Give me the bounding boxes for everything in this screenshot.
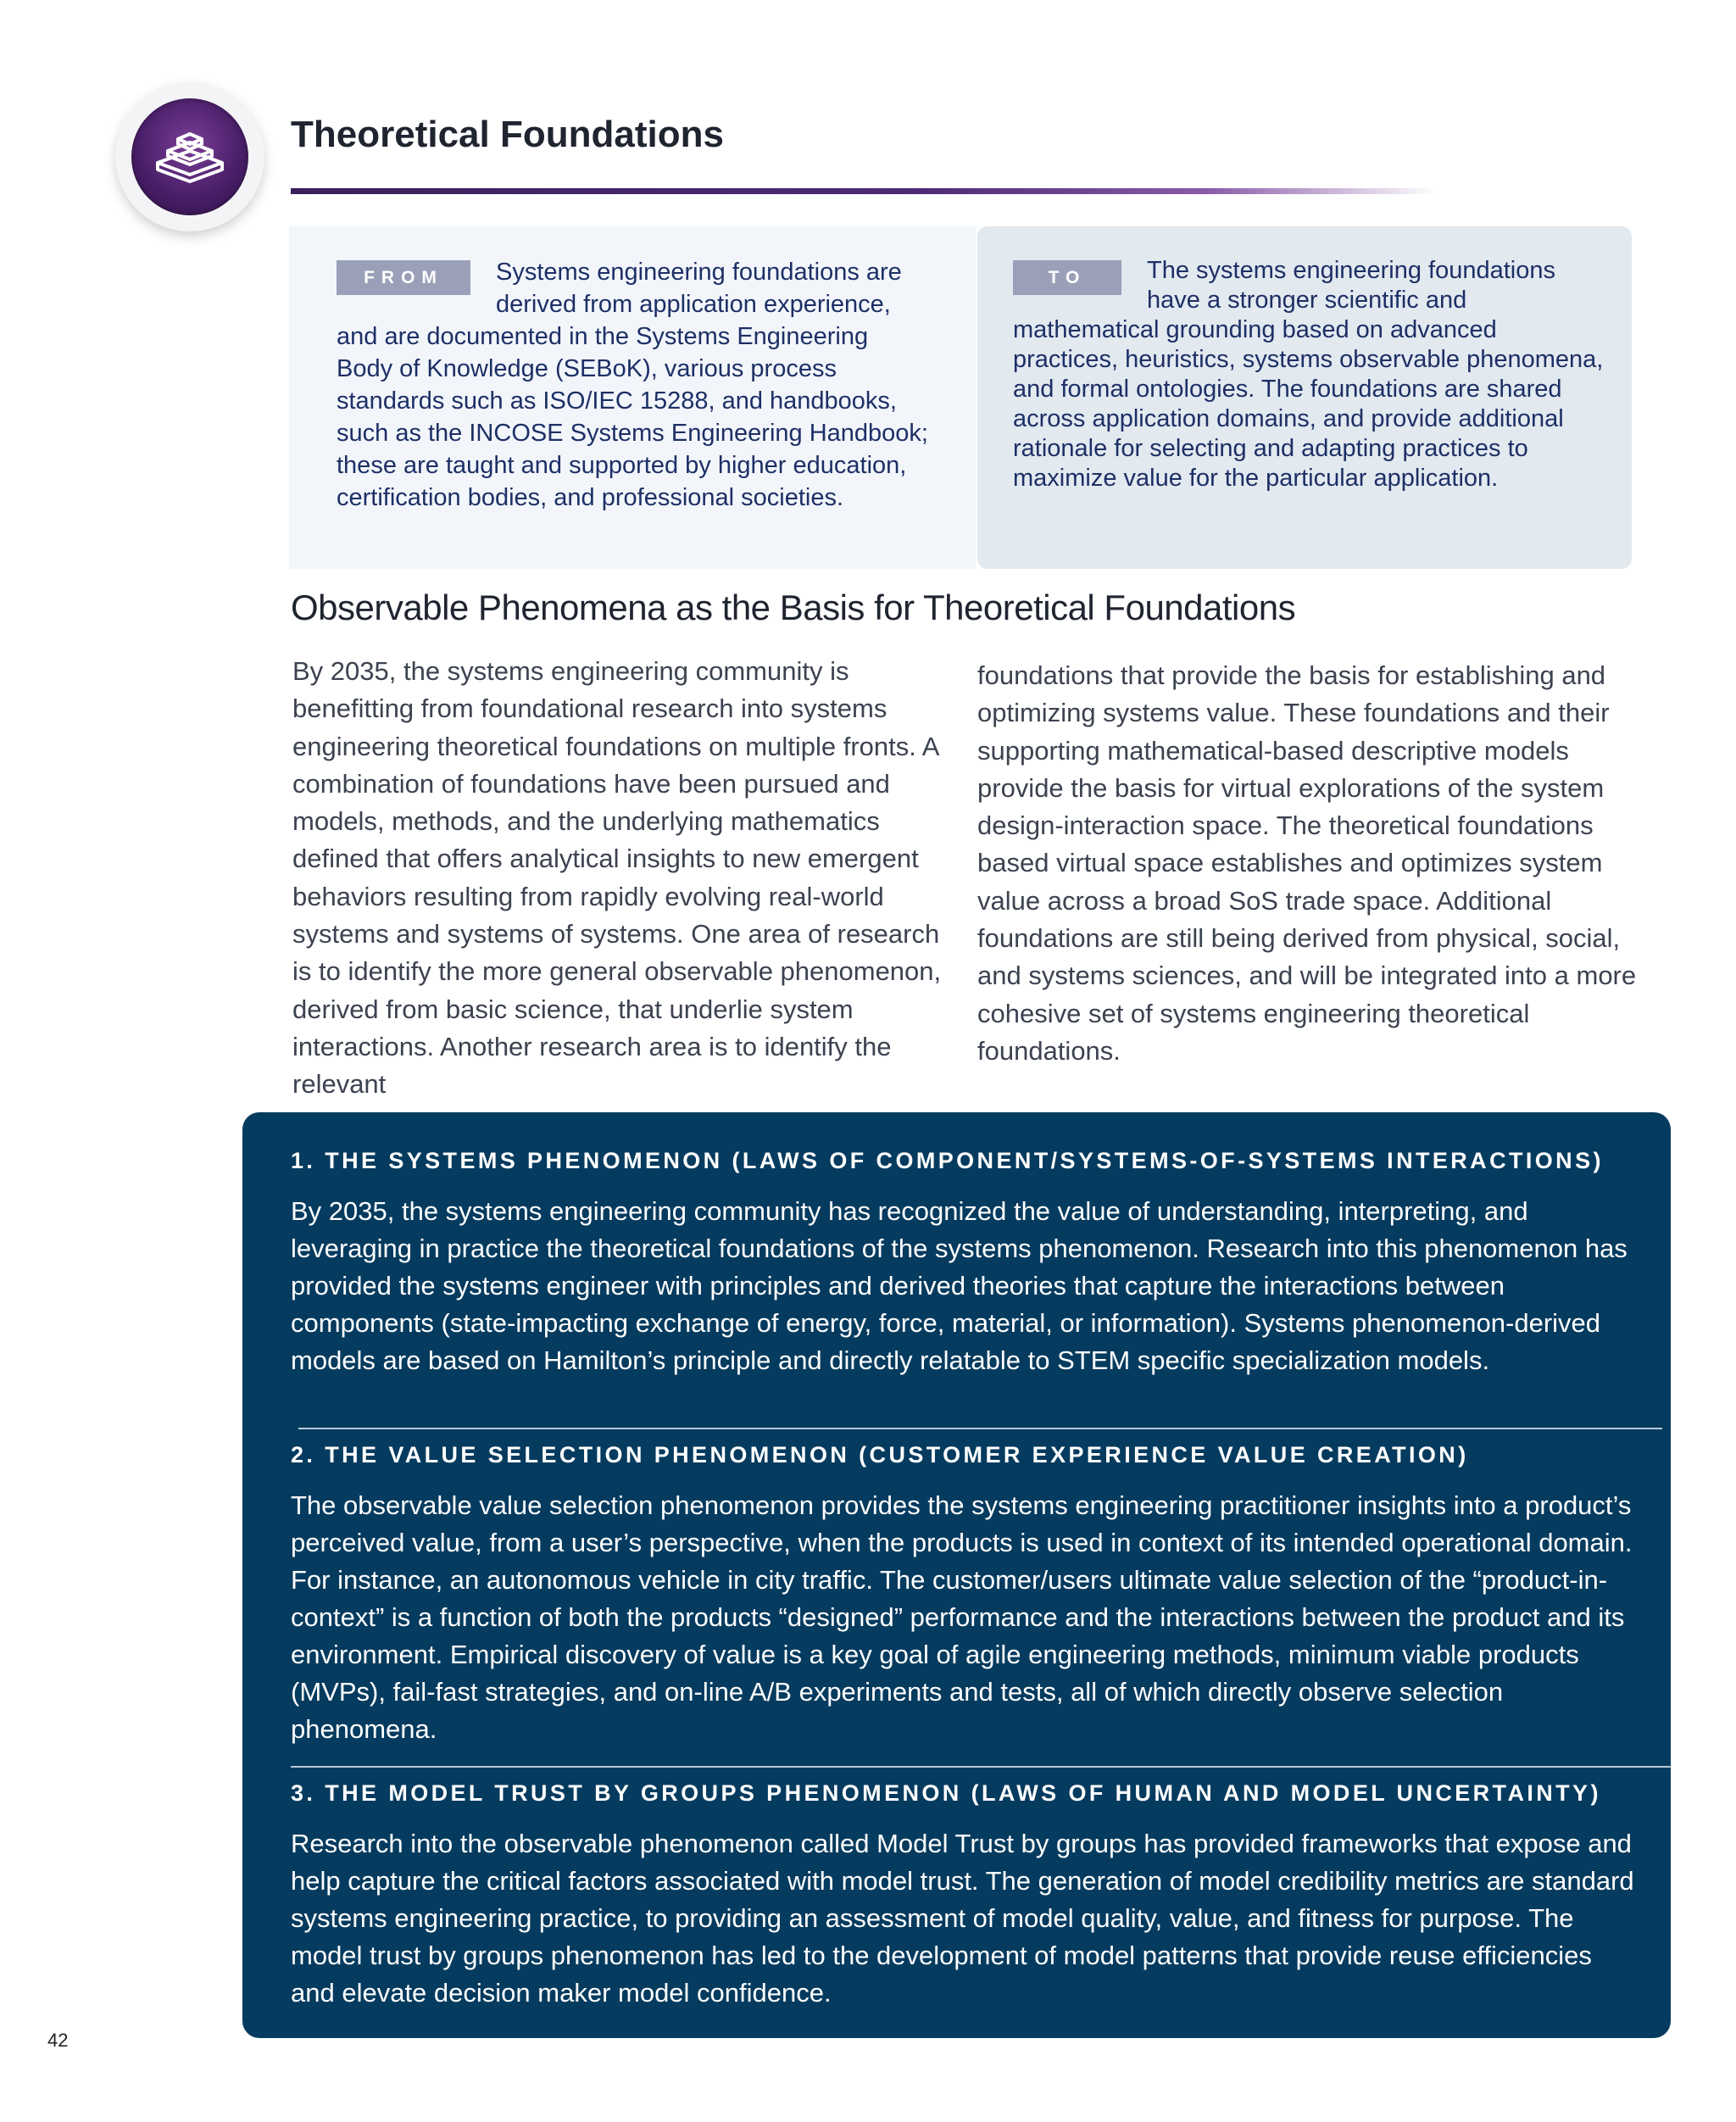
phenomenon-3-body: Research into the observable phenomenon called Model Trust by groups has provided frameworks that expose and help capture the critical factors associated with model trust. The generation of model credibility metrics are standard systems engineering practice, to providing an assessment of model quality, value, and fitness for purpose. The model trust by groups phenomenon has led to the development of model patterns that provide reuse efficiencies and elevate decision maker model confidence.	[291, 1829, 1634, 2008]
body-column-left: By 2035, the systems engineering community is benefitting from foundational research into systems engineering theoretical foundations on multiple fronts. A combination of foundations have been pursued and models, methods, and the underlying mathematics defined that offers analytical insights to new emergent behaviors resulting from rapidly evolving real-world systems and systems of systems. One area of research is to identify the more general observable phenomenon, derived from basic science, that underlie system interactions. Another research area is to identify the relevant	[292, 656, 942, 1100]
page-number: 42	[47, 2030, 69, 2051]
phenomena-box	[242, 1112, 1671, 2038]
phenomenon-2-title: 2. THE VALUE SELECTION PHENOMENON (CUSTOMER EXPERIENCE VALUE CREATION)	[291, 1442, 1469, 1468]
phenomenon-1-body: By 2035, the systems engineering community has recognized the value of understanding, interpreting, and leveraging in practice the theoretical foundations of the systems phenomenon. Research into this phenomenon has provided the systems engineer with principles and derived theories that capture the interactions between components (state-impacting exchange of energy, force, material, or information). Systems phenomenon-derived models are based on Hamilton’s principle and directly relatable to STEM specific specialization models.	[291, 1196, 1628, 1375]
phenomenon-divider	[291, 1766, 1671, 1768]
title-divider	[291, 188, 1437, 194]
from-text: Systems engineering foundations are derived from application experience, and are documented in the Systems Engineering Body of Knowledge (SEBoK), various process standards such as ISO/IEC 15288, and handbooks, such as the INCOSE Systems Engineering Handbook; these are taught and supported by higher education, certification bodies, and professional societies.	[337, 259, 928, 511]
to-tag: TO	[1013, 260, 1121, 295]
layered-blocks-icon	[153, 124, 227, 187]
to-text: The systems engineering foundations have a stronger scientific and mathematical grounding based on advanced practices, heuristics, systems observable phenomena, and formal ontologies. The foundations are shared across application domains, and provide additional rationale for selecting and adapting practices to maximize value for the particular application.	[1013, 257, 1604, 492]
phenomenon-3-title: 3. THE MODEL TRUST BY GROUPS PHENOMENON (LAWS OF HUMAN AND MODEL UNCERTAINTY)	[291, 1780, 1601, 1806]
section-badge	[115, 82, 264, 231]
phenomenon-1-title: 1. THE SYSTEMS PHENOMENON (LAWS OF COMPONENT/SYSTEMS-OF-SYSTEMS INTERACTIONS)	[291, 1148, 1604, 1173]
from-tag: FROM	[337, 260, 470, 295]
phenomenon-divider	[298, 1428, 1662, 1429]
from-panel	[289, 226, 976, 569]
to-panel	[977, 226, 1632, 569]
phenomenon-2-body: The observable value selection phenomenon provides the systems engineering practitioner insights into a product’s perceived value, from a user’s perspective, when the products is used in context of its intended operational domain. For instance, an autonomous vehicle in city traffic. The customer/users ultimate value selection of the “product-in-context” is a function of both the products “designed” performance and the interactions between the product and its environment. Empirical discovery of value is a key goal of agile engineering methods, minimum viable products (MVPs), fail-fast strategies, and on-line A/B experiments and tests, all of which directly observe selection phenomena.	[291, 1490, 1633, 1744]
badge-circle	[131, 98, 248, 215]
section-heading: Observable Phenomena as the Basis for Theoretical Foundations	[291, 588, 1296, 627]
body-column-right: foundations that provide the basis for establishing and optimizing systems value. These foundations and their supporting mathematical-based descriptive models provide the basis for virtual explorations of the system design-interaction space. The theoretical foundations based virtual space establishes and optimizes system value across a broad SoS trade space. Additional foundations are still being derived from physical, social, and systems sciences, and will be integrated into a more cohesive set of systems engineering theoretical foundations.	[977, 660, 1637, 1066]
page-title: Theoretical Foundations	[291, 114, 724, 155]
